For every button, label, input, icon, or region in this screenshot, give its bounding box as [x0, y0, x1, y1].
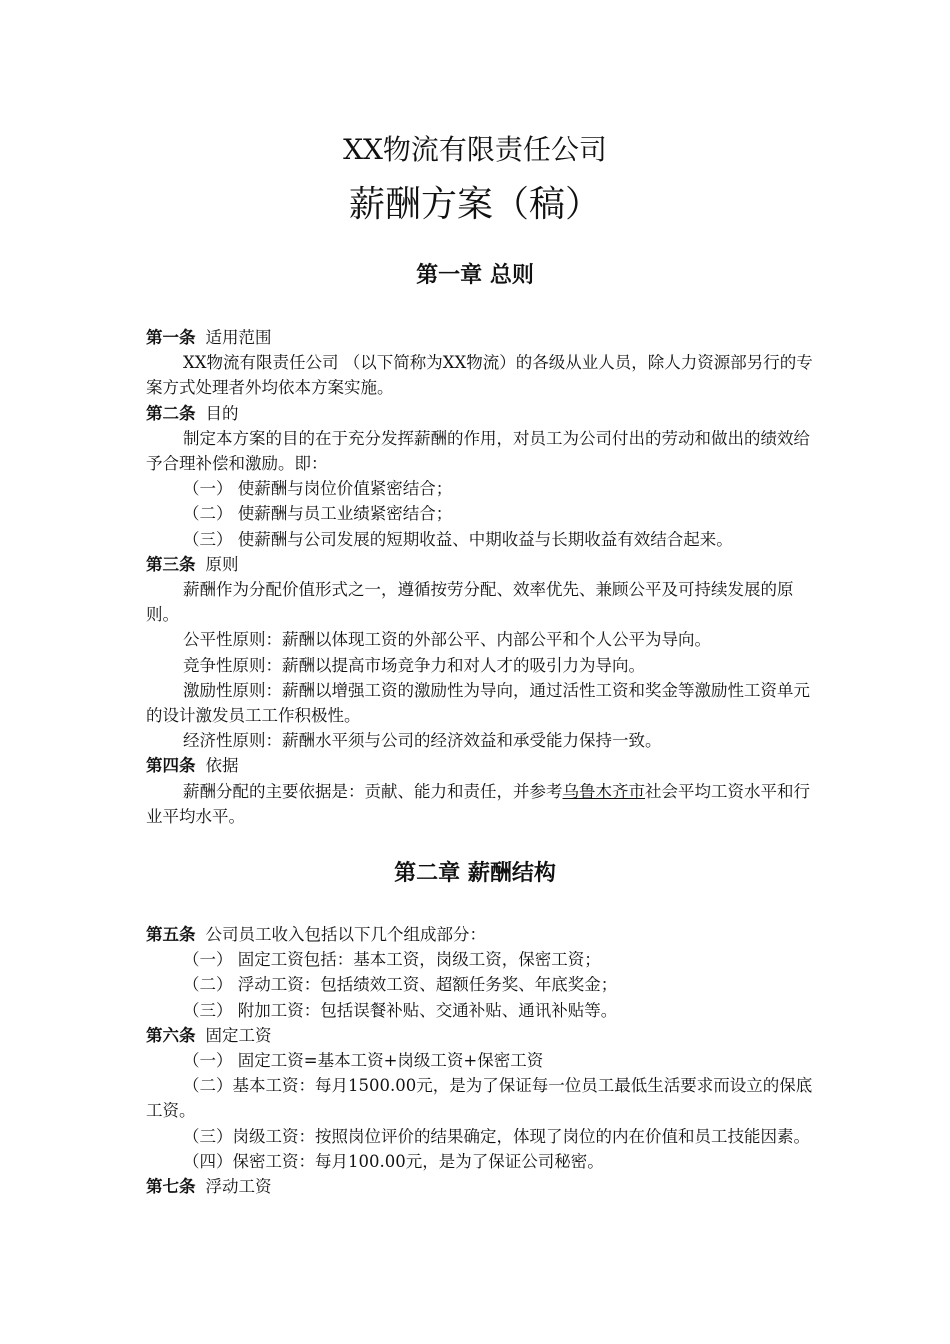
paragraph: 公平性原则：薪酬以体现工资的外部公平、内部公平和个人公平为导向。	[183, 630, 711, 650]
article-label: 第四条	[146, 756, 196, 776]
list-item: （三） 使薪酬与公司发展的短期收益、中期收益与长期收益有效结合起来。	[183, 529, 733, 549]
article-7-heading	[146, 1174, 816, 1199]
paragraph: （二）基本工资：每月1500.00元，是为了保证每一位员工最低生活要求而设立的保底工资。	[146, 1076, 813, 1121]
article-1-heading	[146, 325, 816, 350]
article-6-heading	[146, 1023, 816, 1048]
chapter-1-heading: 第一章 总则	[416, 262, 534, 288]
paragraph: 经济性原则：薪酬水平须与公司的经济效益和承受能力保持一致。	[183, 731, 662, 751]
article-4-heading	[146, 753, 816, 778]
chapter-2-body	[146, 922, 816, 1199]
article-label: 第三条	[146, 554, 196, 574]
list-item: （二） 浮动工资：包括绩效工资、超额任务奖、年底奖金；	[183, 975, 618, 995]
list-item: （一） 使薪酬与岗位价值紧密结合；	[183, 479, 453, 499]
city-link-text: 乌鲁木齐市	[562, 781, 645, 801]
paragraph: 制定本方案的目的在于充分发挥薪酬的作用，对员工为公司付出的劳动和做出的绩效给予合理补偿和激励。即：	[146, 428, 810, 474]
article-label: 第五条	[146, 925, 196, 944]
article-title: 公司员工收入包括以下几个组成部分：	[205, 925, 486, 944]
article-title: 固定工资	[205, 1025, 272, 1045]
document-title: 薪酬方案（稿）	[348, 184, 601, 225]
chapter-2-heading: 第二章 薪酬结构	[394, 860, 556, 886]
list-item: （三） 附加工资：包括误餐补贴、交通补贴、通讯补贴等。	[183, 1000, 618, 1020]
text-run: 薪酬分配的主要依据是：贡献、能力和责任，并参考	[183, 781, 563, 801]
article-label: 第七条	[146, 1177, 196, 1197]
article-title: 原则	[205, 554, 239, 574]
list-item: （二） 使薪酬与员工业绩紧密结合；	[183, 504, 453, 524]
paragraph: 薪酬作为分配价值形式之一，遵循按劳分配、效率优先、兼顾公平及可持续发展的原则。	[146, 580, 794, 625]
article-title: 目的	[205, 403, 239, 423]
list-item: （一） 固定工资=基本工资+岗级工资+保密工资	[183, 1051, 544, 1071]
paragraph: 竞争性原则：薪酬以提高市场竞争力和对人才的吸引力为导向。	[183, 655, 645, 675]
article-label: 第二条	[146, 403, 196, 423]
article-label: 第六条	[146, 1025, 196, 1045]
article-title: 依据	[205, 756, 239, 776]
article-2-heading	[146, 401, 816, 426]
text-run: 社会平均工资水平和行业平均水平。	[146, 781, 810, 826]
paragraph	[146, 779, 816, 829]
article-title: 适用范围	[205, 328, 272, 347]
paragraph: XX物流有限责任公司 （以下简称为XX物流）的各级从业人员，除人力资源部另行的专案方式处理者外均依本方案实施。	[146, 353, 813, 398]
paragraph: （三）岗级工资：按照岗位评价的结果确定，体现了岗位的内在价值和员工技能因素。	[183, 1126, 810, 1146]
article-title: 浮动工资	[205, 1177, 272, 1197]
article-label: 第一条	[146, 328, 196, 347]
paragraph: 激励性原则：薪酬以增强工资的激励性为导向，通过活性工资和奖金等激励性工资单元的设计激发员工工作积极性。	[146, 680, 810, 726]
company-name: XX物流有限责任公司	[343, 133, 607, 166]
list-item: （四）保密工资：每月100.00元，是为了保证公司秘密。	[183, 1151, 604, 1171]
article-3-heading	[146, 552, 816, 577]
chapter-1-body	[146, 325, 816, 829]
list-item: （一） 固定工资包括：基本工资，岗级工资，保密工资；	[183, 950, 601, 970]
article-5-heading	[146, 922, 816, 947]
